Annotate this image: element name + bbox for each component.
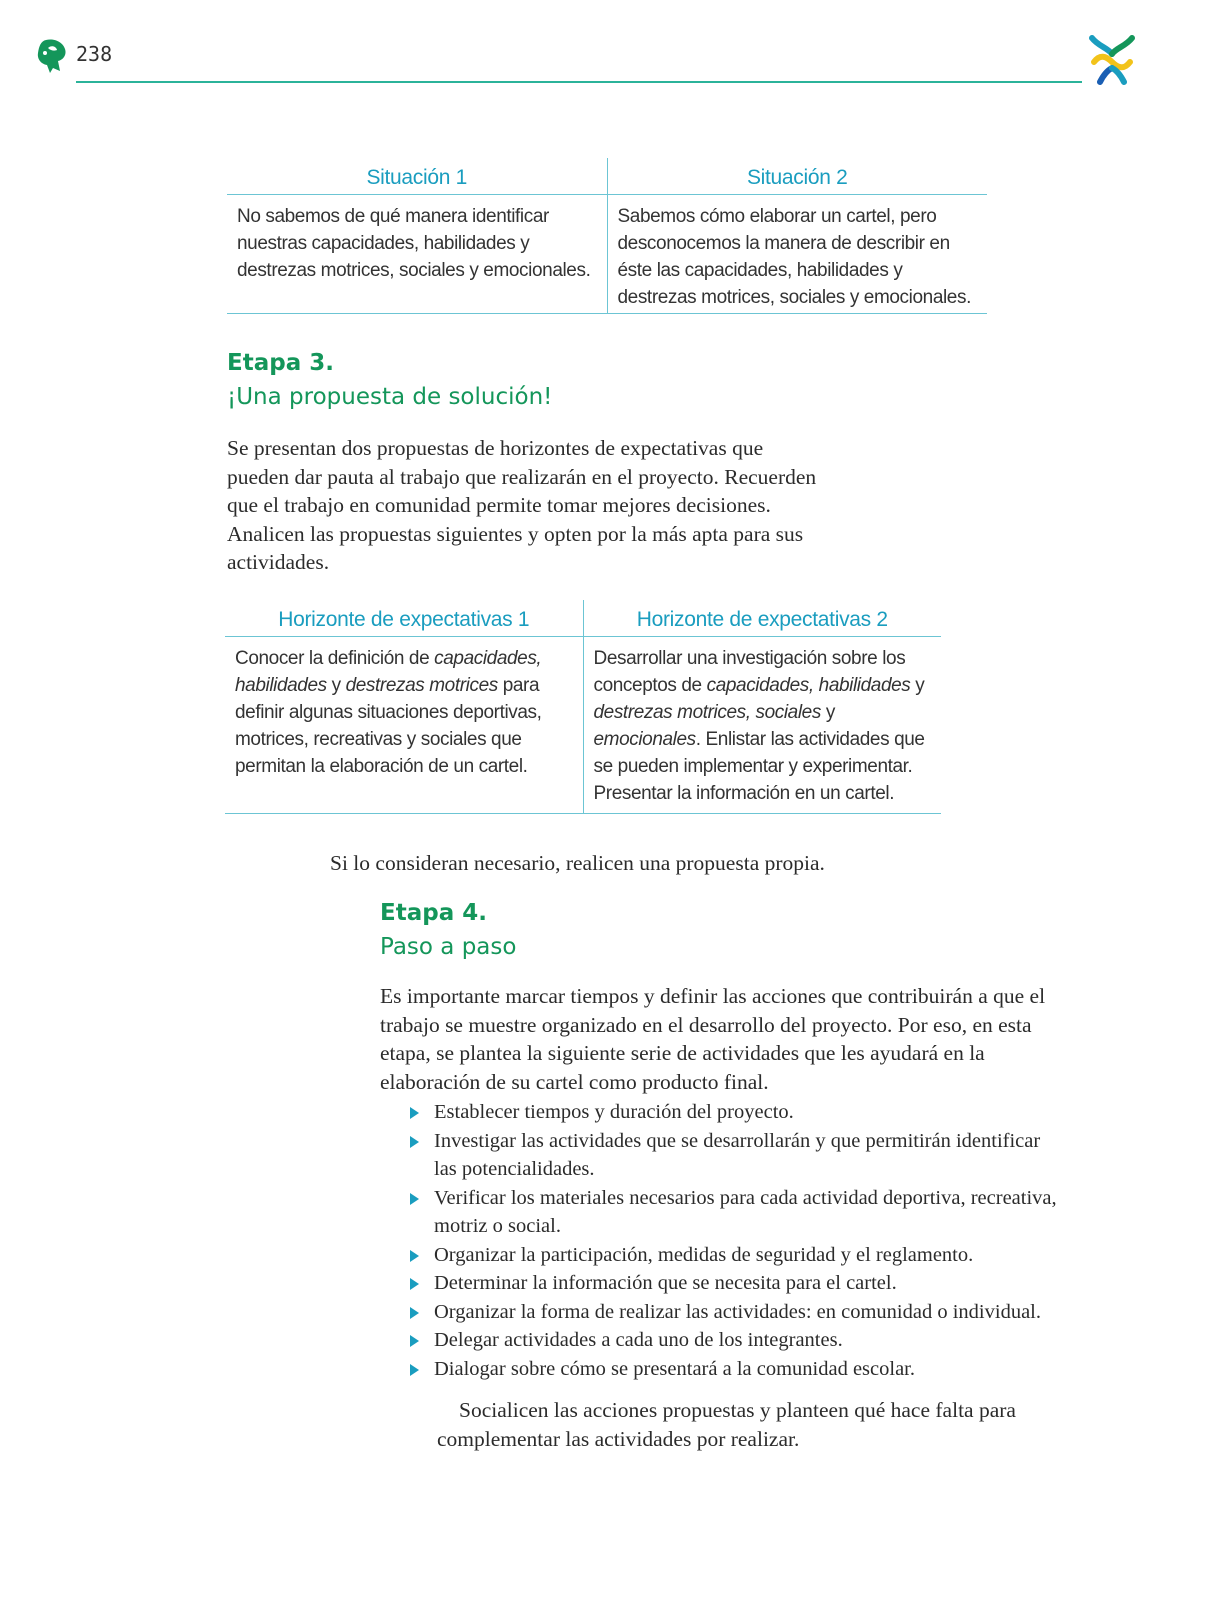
list-item: Verificar los materiales necesarios para cada actividad deportiva, recreativa, motriz o social.	[408, 1184, 1068, 1241]
situacion-2-header: Situación 2	[607, 158, 987, 195]
etapa-3-paragraph: Se presentan dos propuestas de horizontes de expectativas que pueden dar pauta al trabajo que realizarán en el proyecto. Recuerden que el trabajo en comunidad permite tomar mejores decisiones. Analicen las propuestas siguientes y opten por la más apta para sus actividades.	[227, 436, 817, 574]
custom-proposal-note: Si lo consideran necesario, realicen una propuesta propia.	[330, 851, 825, 875]
colorful-emblem-icon	[1086, 32, 1138, 86]
bullet-triangle-icon	[410, 1193, 419, 1205]
list-item: Organizar la forma de realizar las actividades: en comunidad o individual.	[408, 1298, 1068, 1327]
bullet-triangle-icon	[410, 1364, 419, 1376]
etapa-4-title: Etapa 4.	[380, 900, 487, 926]
header-rule	[76, 81, 1082, 83]
situacion-1-header: Situación 1	[227, 158, 607, 195]
page-number: 238	[76, 42, 113, 66]
etapa-4-paragraph: Es importante marcar tiempos y definir las acciones que contribuirán a que el trabajo se muestre organizado en el desarrollo del proyecto. Por eso, en esta etapa, se plantea la siguiente serie de actividades que les ayudará en la elaboración de su cartel como producto final.	[380, 984, 1046, 1094]
bullet-triangle-icon	[410, 1335, 419, 1347]
bullet-triangle-icon	[410, 1307, 419, 1319]
horizonte-2-header: Horizonte de expectativas 2	[583, 600, 941, 637]
list-item: Determinar la información que se necesita para el cartel.	[408, 1269, 1068, 1298]
bullet-triangle-icon	[410, 1136, 419, 1148]
etapa-3-subtitle: ¡Una propuesta de solución!	[227, 384, 553, 410]
list-item: Dialogar sobre cómo se presentará a la comunidad escolar.	[408, 1355, 1068, 1384]
page-header	[0, 0, 1214, 90]
situacion-1-cell: No sabemos de qué manera identificar nuestras capacidades, habilidades y destrezas motrices, sociales y emocionales.	[227, 195, 607, 314]
green-mascot-icon	[36, 38, 68, 74]
horizonte-2-cell: Desarrollar una investigación sobre los conceptos de capacidades, habilidades y destrezas motrices, sociales y emocionales. Enlistar las actividades que se pueden implementar y experimentar. Presentar la información en un cartel.	[583, 637, 941, 814]
horizontes-table	[225, 600, 941, 814]
list-item: Establecer tiempos y duración del proyecto.	[408, 1098, 1068, 1127]
etapa-4-subtitle: Paso a paso	[380, 934, 517, 960]
horizonte-1-cell: Conocer la definición de capacidades, habilidades y destrezas motrices para definir algunas situaciones deportivas, motrices, recreativas y sociales que permitan la elaboración de un cartel.	[225, 637, 583, 814]
list-item: Organizar la participación, medidas de seguridad y el reglamento.	[408, 1241, 1068, 1270]
etapa-3-heading	[227, 346, 552, 414]
etapa-3-title: Etapa 3.	[227, 350, 334, 376]
list-item: Delegar actividades a cada uno de los integrantes.	[408, 1326, 1068, 1355]
bullet-triangle-icon	[410, 1107, 419, 1119]
bullet-triangle-icon	[410, 1278, 419, 1290]
situaciones-table	[227, 158, 987, 314]
horizonte-1-header: Horizonte de expectativas 1	[225, 600, 583, 637]
etapa-4-heading	[380, 896, 516, 964]
situacion-2-cell: Sabemos cómo elaborar un cartel, pero desconocemos la manera de describir en éste las capacidades, habilidades y destrezas motrices, sociales y emocionales.	[607, 195, 987, 314]
closing-paragraph: Socialicen las acciones propuestas y planteen qué hace falta para complementar las actividades por realizar.	[437, 1398, 1016, 1451]
steps-list	[408, 1098, 1068, 1383]
bullet-triangle-icon	[410, 1250, 419, 1262]
list-item: Investigar las actividades que se desarrollarán y que permitirán identificar las potencialidades.	[408, 1127, 1068, 1184]
